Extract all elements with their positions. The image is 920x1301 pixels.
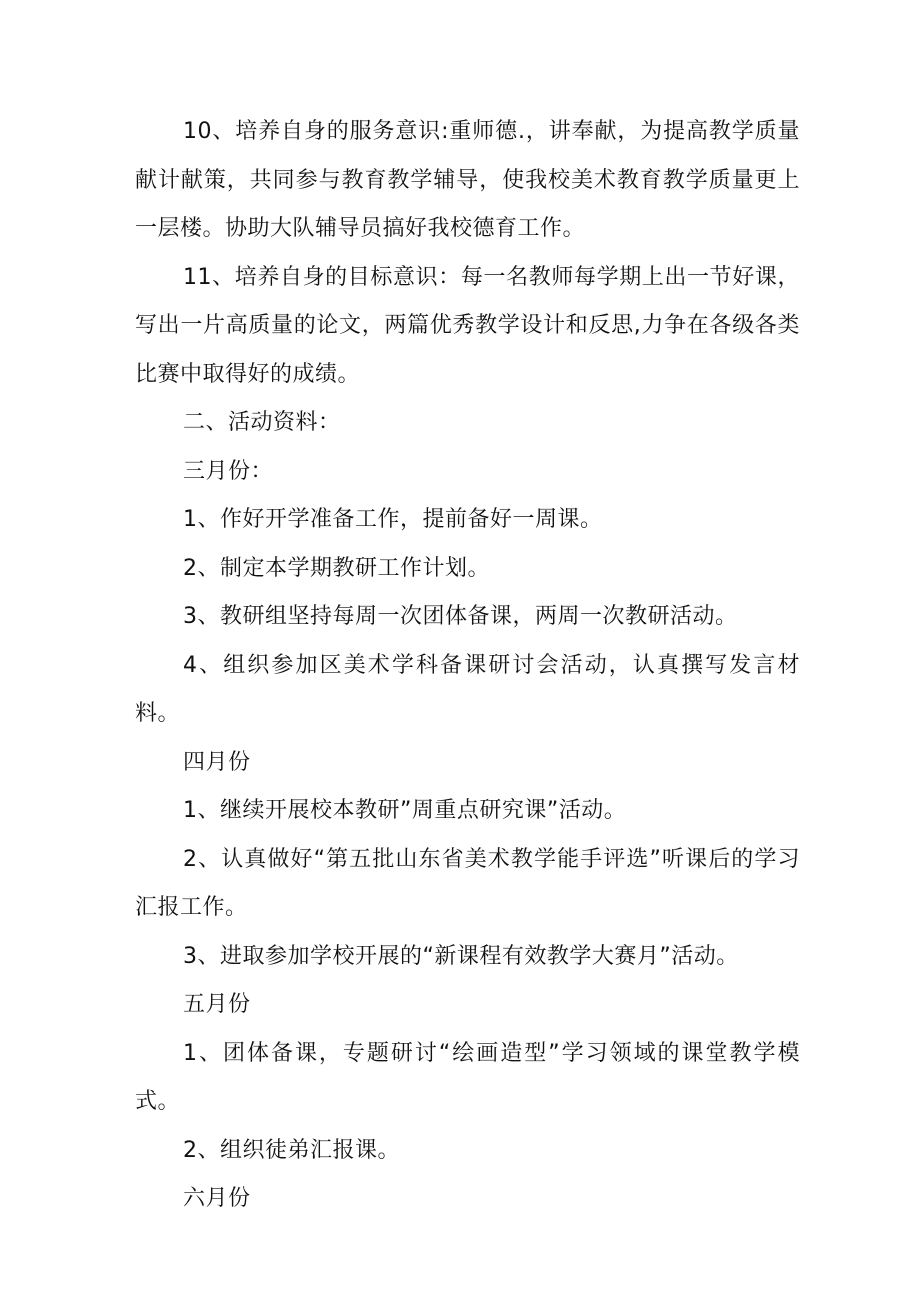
list-item-april-1: 1、继续开展校本教研”周重点研究课”活动。 [183,798,627,823]
list-item-may-1: 1、团体备课，专题研讨“绘画造型”学习领域的课堂教学模式。 [135,1040,800,1114]
document-body [135,108,800,1224]
list-item-march-3: 3、教研组坚持每周一次团体备课，两周一次教研活动。 [183,604,738,629]
list-item-march-1: 1、作好开学准备工作，提前备好一周课。 [183,507,603,532]
list-item-march-2: 2、制定本学期教研工作计划。 [183,555,490,581]
month-heading-may: 五月份 [183,992,251,1017]
list-item-march-4: 4、组织参加区美术学科备课研讨会活动，认真撰写发言材料。 [135,652,800,726]
paragraph-goal-awareness: 11、培养自身的目标意识：每一名教师每学期上出一节好课，写出一片高质量的论文，两篇优秀教学设计和反思,力争在各级各类比赛中取得好的成绩。 [135,264,800,387]
paragraph-service-awareness: 10、培养自身的服务意识:重师德.，讲奉献，为提高教学质量献计献策，共同参与教育教学辅导，使我校美术教育教学质量更上一层楼。协助大队辅导员搞好我校德育工作。 [135,119,800,241]
list-item-may-2: 2、组织徒弟汇报课。 [183,1137,400,1163]
month-heading-april: 四月份 [183,749,251,775]
list-item-april-2: 2、认真做好“第五批山东省美术教学能手评选”听课后的学习汇报工作。 [135,846,800,920]
month-heading-march: 三月份： [183,458,274,484]
list-item-april-3: 3、进取参加学校开展的“新课程有效教学大赛月”活动。 [183,943,739,969]
section-heading-activities: 二、活动资料： [183,410,341,435]
month-heading-june: 六月份 [183,1186,251,1211]
